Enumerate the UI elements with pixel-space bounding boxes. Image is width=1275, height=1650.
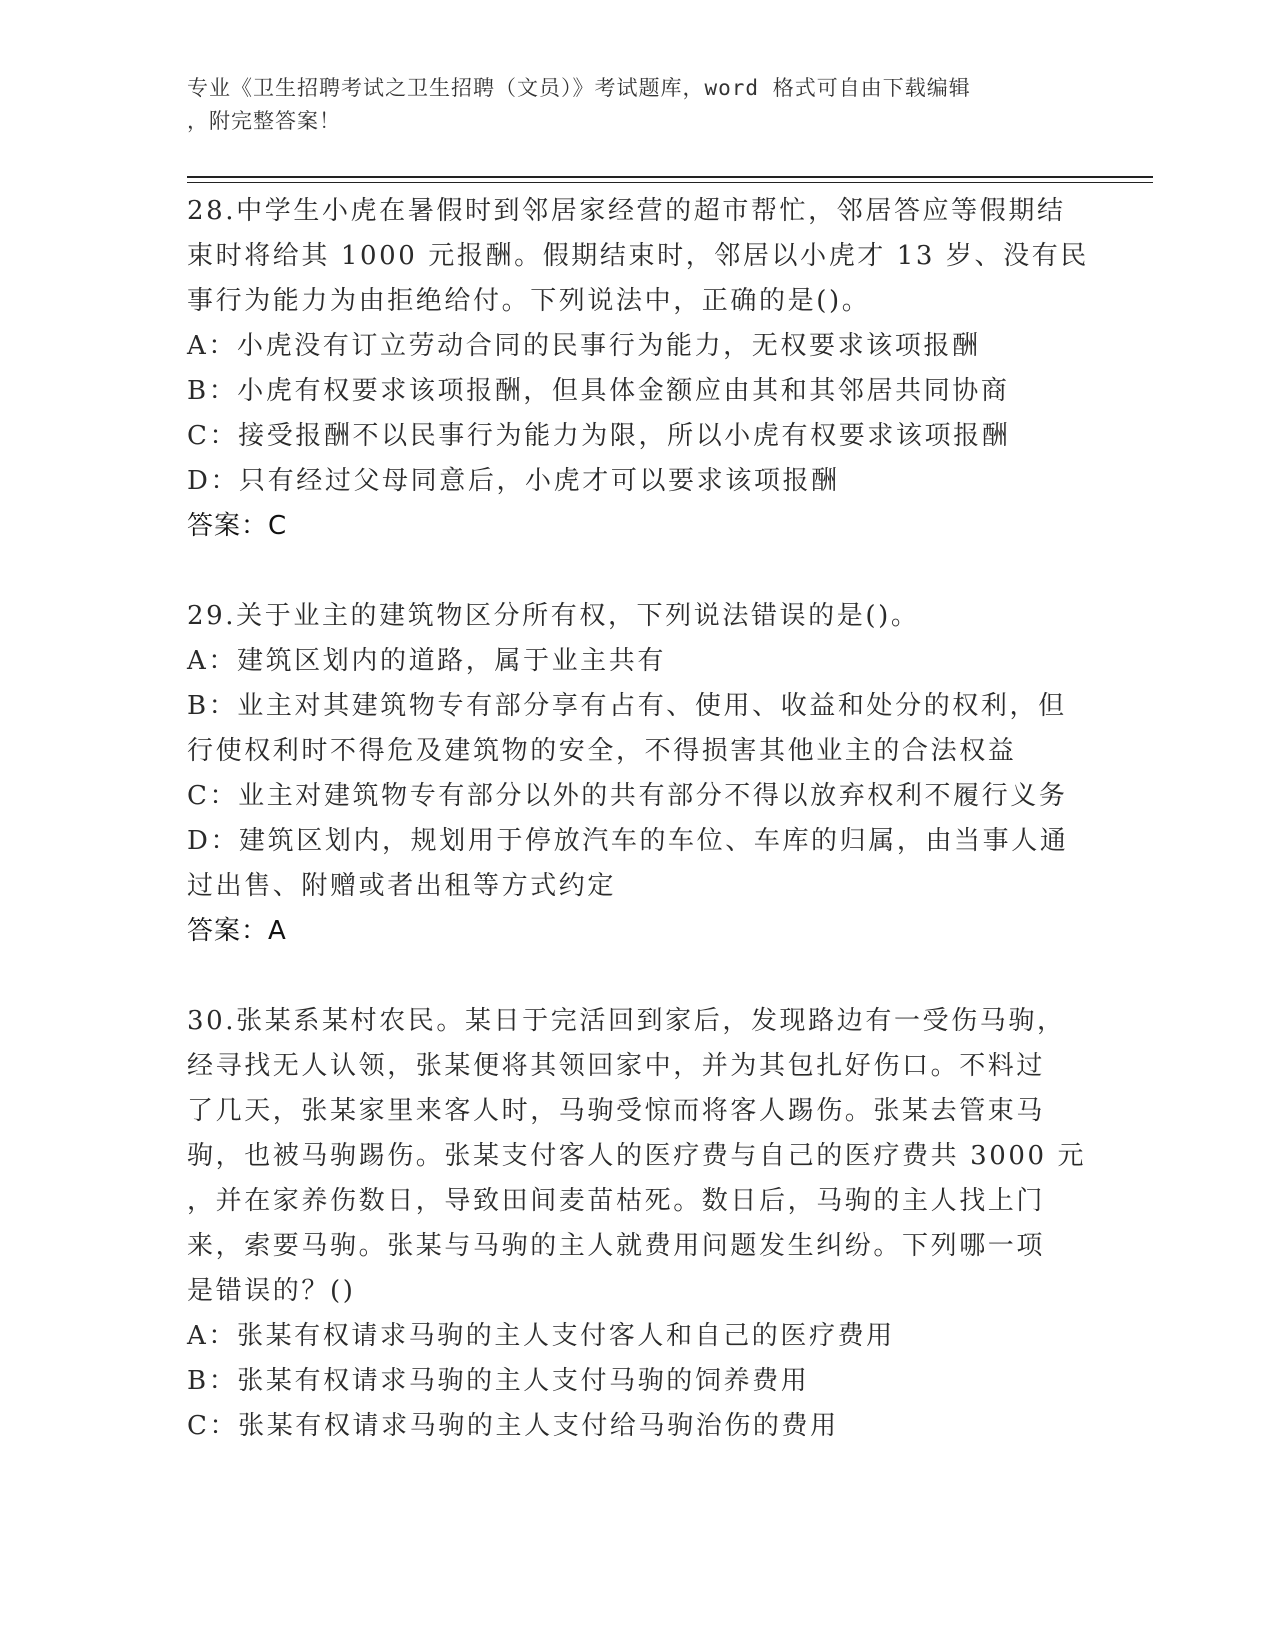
spacer — [187, 549, 1087, 594]
option-a: A：建筑区划内的道路，属于业主共有 — [187, 646, 666, 676]
option-b-continued: 行使权利时不得危及建筑物的安全，不得损害其他业主的合法权益 — [187, 736, 1017, 766]
question-stem-line: 28.中学生小虎在暑假时到邻居家经营的超市帮忙，邻居答应等假期结 — [187, 196, 1066, 226]
option-c: C：业主对建筑物专有部分以外的共有部分不得以放弃权利不履行义务 — [187, 781, 1068, 811]
question-stem-line: 是错误的？() — [187, 1276, 356, 1306]
question-28 — [187, 189, 1087, 549]
option-c: C：张某有权请求马驹的主人支付给马驹治伤的费用 — [187, 1411, 839, 1441]
header-divider-thin — [187, 182, 1153, 183]
header-divider-thick — [187, 176, 1153, 178]
page-header — [187, 72, 1067, 138]
header-line-2: ，附完整答案！ — [187, 109, 341, 133]
answer-label: 答案：A — [187, 916, 287, 946]
question-list — [187, 189, 1087, 1449]
option-d: D：建筑区划内，规划用于停放汽车的车位、车库的归属，由当事人通 — [187, 826, 1069, 856]
option-a: A：小虎没有订立劳动合同的民事行为能力，无权要求该项报酬 — [187, 331, 981, 361]
question-29 — [187, 594, 1087, 954]
option-d-continued: 过出售、附赠或者出租等方式约定 — [187, 871, 617, 901]
option-b: B：张某有权请求马驹的主人支付马驹的饲养费用 — [187, 1366, 810, 1396]
answer-label: 答案：C — [187, 511, 288, 541]
question-stem-line: 了几天，张某家里来客人时，马驹受惊而将客人踢伤。张某去管束马 — [187, 1096, 1046, 1126]
question-stem-line: 经寻找无人认领，张某便将其领回家中，并为其包扎好伤口。不料过 — [187, 1051, 1046, 1081]
spacer — [187, 954, 1087, 999]
question-stem-line: 29.关于业主的建筑物区分所有权，下列说法错误的是()。 — [187, 601, 920, 631]
option-d: D：只有经过父母同意后，小虎才可以要求该项报酬 — [187, 466, 840, 496]
question-stem-line: 束时将给其 1000 元报酬。假期结束时，邻居以小虎才 13 岁、没有民 — [187, 241, 1089, 271]
question-stem-line: 事行为能力为由拒绝给付。下列说法中，正确的是()。 — [187, 286, 871, 316]
question-stem-line: 30.张某系某村农民。某日于完活回到家后，发现路边有一受伤马驹， — [187, 1006, 1066, 1036]
option-a: A：张某有权请求马驹的主人支付客人和自己的医疗费用 — [187, 1321, 895, 1351]
option-c: C：接受报酬不以民事行为能力为限，所以小虎有权要求该项报酬 — [187, 421, 1011, 451]
question-stem-line: ，并在家养伤数日，导致田间麦苗枯死。数日后，马驹的主人找上门 — [187, 1186, 1046, 1216]
option-b: B：小虎有权要求该项报酬，但具体金额应由其和其邻居共同协商 — [187, 376, 1010, 406]
header-line-1: 专业《卫生招聘考试之卫生招聘（文员）》考试题库，word 格式可自由下载编辑 — [187, 76, 971, 100]
question-stem-line: 驹，也被马驹踢伤。张某支付客人的医疗费与自己的医疗费共 3000 元 — [187, 1141, 1087, 1171]
option-b: B：业主对其建筑物专有部分享有占有、使用、收益和处分的权利，但 — [187, 691, 1067, 721]
question-30 — [187, 999, 1087, 1449]
question-stem-line: 来，索要马驹。张某与马驹的主人就费用问题发生纠纷。下列哪一项 — [187, 1231, 1046, 1261]
